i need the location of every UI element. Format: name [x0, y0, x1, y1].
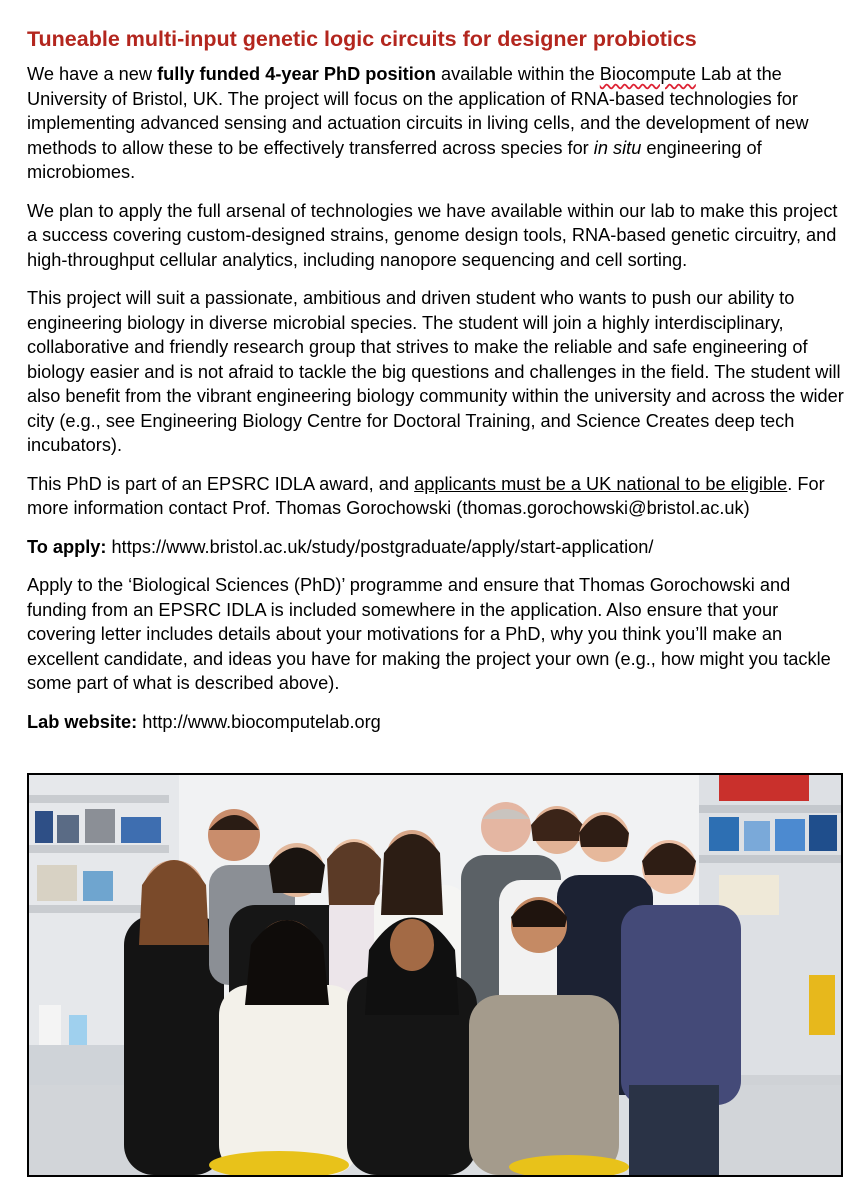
technology-paragraph: We plan to apply the full arsenal of technologies we have available within our lab to make this project a success covering custom-designed strains, genome design tools, RNA-based genetic circuitry, and high-throughput cellular analytics, including nanopore sequencing and cell sorting. — [27, 200, 838, 270]
group-photo — [27, 773, 843, 1177]
intro-text-2: available within the — [436, 64, 600, 84]
website-label: Lab website: — [27, 711, 138, 732]
eligibility-requirement: applicants must be a UK national to be eligible — [414, 473, 788, 494]
lab-name-word: Biocompute — [599, 64, 696, 84]
page-title: Tuneable multi-input genetic logic circuits for designer probiotics — [27, 27, 697, 51]
position-highlight: fully funded 4-year PhD position — [157, 64, 436, 84]
intro-paragraph — [27, 62, 847, 185]
apply-line — [27, 535, 847, 560]
in-situ-italic: in situ — [593, 137, 642, 158]
intro-text-1: We have a new — [27, 64, 158, 84]
eligibility-text-1: This PhD is part of an EPSRC IDLA award, and — [27, 473, 415, 494]
student-paragraph: This project will suit a passionate, ambitious and driven student who wants to push our ability to engineering biology in diverse microbial species. The student will join a highly interdisciplinary, collaborative and friendly research group that strives to make the reliable and safe engineering of biology easier and is not afraid to tackle the big questions and challenges in the field. The student will also benefit from the vibrant engineering biology community within the university and across the wider city (e.g., see Engineering Biology Centre for Doctoral Training, and Science Creates deep tech incubators). — [27, 288, 844, 455]
apply-label: To apply: — [27, 536, 107, 557]
intro-text-4: engineering of microbiomes. — [27, 137, 762, 182]
eligibility-text-2: . For more information contact Prof. Thomas Gorochowski (thomas.gorochowski@bristol.ac.uk) — [27, 473, 825, 518]
group-photo-illustration — [29, 775, 841, 1175]
application-instructions: Apply to the ‘Biological Sciences (PhD)’ programme and ensure that Thomas Gorochowski and funding from an EPSRC IDLA is included somewhere in the application. Also ensure that your covering letter includes details about your motivations for a PhD, why you think you’ll make an excellent candidate, and ideas you have for making the project your own (e.g., how might you tackle some part of what is described above). — [27, 575, 831, 693]
apply-url[interactable]: https://www.bristol.ac.uk/study/postgraduate/apply/start-application/ — [106, 536, 654, 557]
document-page — [27, 26, 847, 748]
intro-text-3: Lab at the University of Bristol, UK. The project will focus on the application of RNA-based technologies for implementing advanced sensing and actuation circuits in living cells, and the development of new methods to allow these to be effectively transferred across species for — [27, 64, 809, 158]
eligibility-paragraph — [27, 472, 847, 521]
website-url[interactable]: http://www.biocomputelab.org — [137, 711, 381, 732]
website-line — [27, 710, 847, 735]
